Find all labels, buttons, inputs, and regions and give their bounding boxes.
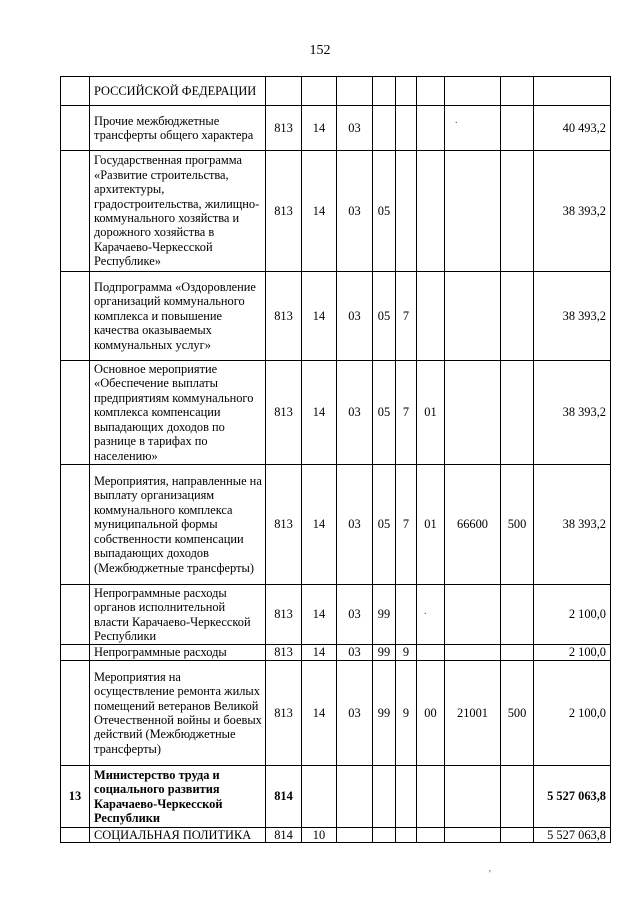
cell-grbs: 813 — [266, 585, 302, 645]
cell-rz: 14 — [302, 106, 337, 151]
cell-grbs: 813 — [266, 465, 302, 585]
cell-vr — [501, 766, 534, 828]
cell-name: Непрограммные расходы органов исполнительной власти Карачаево-Черкесской Республики — [90, 585, 266, 645]
cell-pr: 03 — [337, 272, 373, 361]
cell-rz: 10 — [302, 828, 337, 843]
cell-name: Прочие межбюджетные трансферты общего характера — [90, 106, 266, 151]
cell-sum: 40 493,2 — [534, 106, 611, 151]
cell-sum: 5 527 063,8 — [534, 766, 611, 828]
cell-grbs: 813 — [266, 361, 302, 465]
cell-cs4 — [445, 766, 501, 828]
cell-sum: 38 393,2 — [534, 272, 611, 361]
cell-rz — [302, 77, 337, 106]
cell-grbs: 813 — [266, 151, 302, 272]
cell-cs3 — [417, 585, 445, 645]
cell-cs4 — [445, 585, 501, 645]
cell-num — [61, 465, 90, 585]
cell-pr: 03 — [337, 465, 373, 585]
cell-pr: 03 — [337, 661, 373, 766]
cell-rz: 14 — [302, 465, 337, 585]
cell-grbs: 813 — [266, 661, 302, 766]
cell-sum: 2 100,0 — [534, 661, 611, 766]
cell-vr — [501, 828, 534, 843]
cell-sum: 38 393,2 — [534, 151, 611, 272]
cell-vr: 500 — [501, 661, 534, 766]
cell-name: Мероприятия, направленные на выплату организациям коммунального комплекса муниципальной формы собственности компенсации выпадающих доходов (Межбюджетные трансферты) — [90, 465, 266, 585]
cell-vr: 500 — [501, 465, 534, 585]
cell-rz: 14 — [302, 361, 337, 465]
cell-cs1: 99 — [373, 645, 396, 661]
cell-vr — [501, 645, 534, 661]
cell-cs4 — [445, 361, 501, 465]
cell-pr — [337, 766, 373, 828]
table-row — [61, 151, 611, 272]
cell-sum: 5 527 063,8 — [534, 828, 611, 843]
cell-num — [61, 151, 90, 272]
cell-sum: 2 100,0 — [534, 645, 611, 661]
cell-name: РОССИЙСКОЙ ФЕДЕРАЦИИ — [90, 77, 266, 106]
cell-sum: 38 393,2 — [534, 361, 611, 465]
table-row — [61, 361, 611, 465]
cell-sum: 2 100,0 — [534, 585, 611, 645]
cell-grbs: 814 — [266, 828, 302, 843]
cell-sum — [534, 77, 611, 106]
cell-cs2 — [396, 766, 417, 828]
table-row — [61, 766, 611, 828]
cell-cs3 — [417, 77, 445, 106]
cell-pr: 03 — [337, 106, 373, 151]
table-row — [61, 661, 611, 766]
cell-cs2: 7 — [396, 465, 417, 585]
cell-cs3: 00 — [417, 661, 445, 766]
cell-num — [61, 106, 90, 151]
cell-cs2 — [396, 151, 417, 272]
cell-rz: 14 — [302, 585, 337, 645]
cell-name: Мероприятия на осуществление ремонта жилых помещений ветеранов Великой Отечественной войны и боевых действий (Межбюджетные трансферты) — [90, 661, 266, 766]
cell-grbs: 813 — [266, 272, 302, 361]
cell-cs1 — [373, 828, 396, 843]
scan-speck: . — [424, 606, 427, 617]
cell-cs1: 05 — [373, 465, 396, 585]
cell-rz: 14 — [302, 272, 337, 361]
cell-pr: 03 — [337, 585, 373, 645]
cell-cs2 — [396, 106, 417, 151]
cell-cs4 — [445, 77, 501, 106]
cell-cs2: 9 — [396, 645, 417, 661]
cell-cs1 — [373, 77, 396, 106]
cell-num — [61, 361, 90, 465]
cell-cs1: 99 — [373, 585, 396, 645]
cell-pr: 03 — [337, 645, 373, 661]
cell-name: Государственная программа «Развитие строительства, архитектуры, градостроительства, жилищно-коммунального хозяйства и дорожного хозяйства в Карачаево-Черкесской Республике» — [90, 151, 266, 272]
cell-name: Основное мероприятие «Обеспечение выплаты предприятиям коммунального комплекса компенсации выпадающих доходов по разнице в тарифах по населению» — [90, 361, 266, 465]
cell-cs2 — [396, 585, 417, 645]
table-row — [61, 106, 611, 151]
cell-num — [61, 645, 90, 661]
cell-cs1 — [373, 766, 396, 828]
cell-grbs: 814 — [266, 766, 302, 828]
cell-num — [61, 272, 90, 361]
cell-rz: 14 — [302, 661, 337, 766]
cell-grbs: 813 — [266, 645, 302, 661]
cell-cs4: 66600 — [445, 465, 501, 585]
cell-vr — [501, 106, 534, 151]
cell-cs1 — [373, 106, 396, 151]
cell-pr: 03 — [337, 151, 373, 272]
page-number: 152 — [309, 43, 331, 58]
cell-cs1: 05 — [373, 361, 396, 465]
cell-cs2 — [396, 828, 417, 843]
cell-rz: 14 — [302, 151, 337, 272]
cell-num: 13 — [61, 766, 90, 828]
cell-num — [61, 77, 90, 106]
cell-sum: 38 393,2 — [534, 465, 611, 585]
cell-cs2: 9 — [396, 661, 417, 766]
cell-cs3: 01 — [417, 361, 445, 465]
cell-cs1: 05 — [373, 272, 396, 361]
table-row — [61, 585, 611, 645]
table-body — [61, 77, 611, 843]
table-row — [61, 645, 611, 661]
cell-cs3 — [417, 645, 445, 661]
cell-grbs: 813 — [266, 106, 302, 151]
cell-cs2 — [396, 77, 417, 106]
table-row — [61, 77, 611, 106]
cell-cs3 — [417, 272, 445, 361]
cell-num — [61, 828, 90, 843]
cell-cs4 — [445, 645, 501, 661]
cell-name: Непрограммные расходы — [90, 645, 266, 661]
table-row — [61, 465, 611, 585]
cell-cs3: 01 — [417, 465, 445, 585]
cell-name: Подпрограмма «Оздоровление организаций коммунального комплекса и повышение качества оказываемых коммунальных услуг» — [90, 272, 266, 361]
cell-cs3 — [417, 828, 445, 843]
cell-num — [61, 585, 90, 645]
cell-name: Министерство труда и социального развития Карачаево-Черкесской Республики — [90, 766, 266, 828]
cell-cs4 — [445, 828, 501, 843]
cell-cs2: 7 — [396, 361, 417, 465]
cell-vr — [501, 151, 534, 272]
cell-pr — [337, 828, 373, 843]
cell-num — [61, 661, 90, 766]
table-row — [61, 272, 611, 361]
cell-cs3 — [417, 766, 445, 828]
cell-vr — [501, 272, 534, 361]
cell-cs3 — [417, 106, 445, 151]
cell-name: СОЦИАЛЬНАЯ ПОЛИТИКА — [90, 828, 266, 843]
cell-cs1: 99 — [373, 661, 396, 766]
cell-cs1: 05 — [373, 151, 396, 272]
cell-vr — [501, 77, 534, 106]
cell-rz: 14 — [302, 645, 337, 661]
table-row — [61, 828, 611, 843]
budget-table — [60, 76, 611, 843]
cell-grbs — [266, 77, 302, 106]
cell-vr — [501, 361, 534, 465]
cell-cs4 — [445, 151, 501, 272]
cell-rz — [302, 766, 337, 828]
cell-vr — [501, 585, 534, 645]
scan-speck: . — [455, 115, 458, 126]
scan-speck: ' — [489, 869, 491, 880]
cell-cs3 — [417, 151, 445, 272]
cell-pr: 03 — [337, 361, 373, 465]
cell-cs2: 7 — [396, 272, 417, 361]
cell-cs4 — [445, 272, 501, 361]
cell-cs4: 21001 — [445, 661, 501, 766]
cell-pr — [337, 77, 373, 106]
cell-cs4 — [445, 106, 501, 151]
